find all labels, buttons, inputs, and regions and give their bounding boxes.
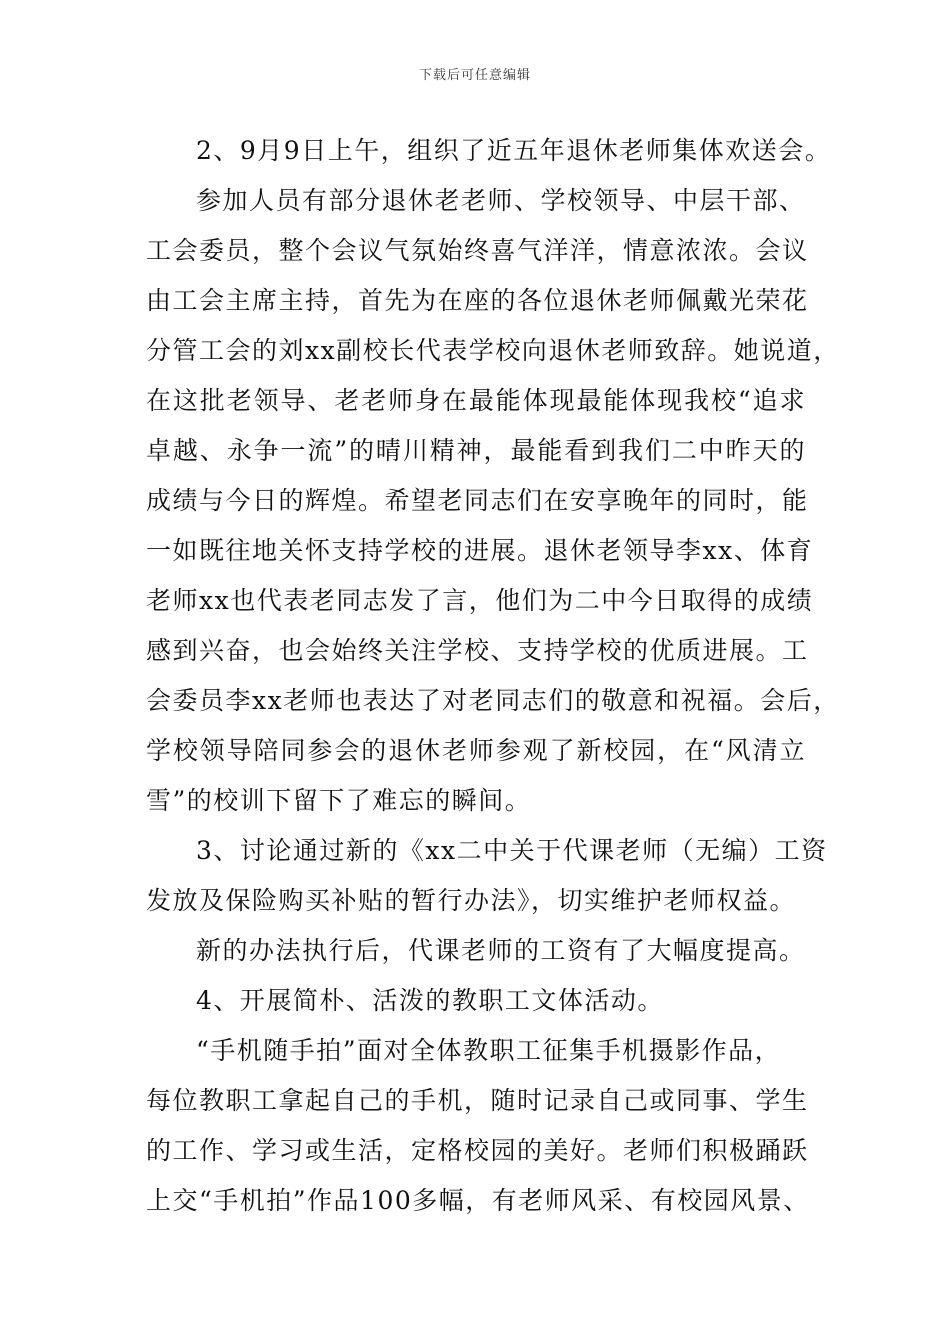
paragraph-line: 老师xx也代表老同志发了言，他们为二中今日取得的成绩 — [146, 586, 814, 615]
paragraph-line: 成绩与今日的辉煌。希望老同志们在安享晚年的同时，能 — [146, 486, 809, 515]
paragraph-line: 上交“手机拍”作品100多幅，有老师风采、有校园风景、 — [146, 1186, 810, 1215]
paragraph-line: 由工会主席主持，首先为在座的各位退休老师佩戴光荣花 — [146, 286, 809, 315]
paragraph-line: 4、开展简朴、活泼的教职工文体活动。 — [196, 986, 664, 1015]
paragraph-line: 会委员李xx老师也表达了对老同志们的敬意和祝福。会后， — [146, 686, 840, 715]
paragraph-line: 分管工会的刘xx副校长代表学校向退休老师致辞。她说道， — [146, 336, 840, 365]
paragraph-line: 发放及保险购买补贴的暂行办法》，切实维护老师权益。 — [146, 886, 797, 915]
paragraph-line: 卓越、永争一流”的晴川精神，最能看到我们二中昨天的 — [146, 436, 806, 465]
paragraph-line: 参加人员有部分退休老老师、学校领导、中层干部、 — [196, 186, 806, 215]
paragraph-line: 一如既往地关怀支持学校的进展。退休老领导李xx、体育 — [146, 536, 814, 565]
paragraph-line: 新的办法执行后，代课老师的工资有了大幅度提高。 — [196, 936, 806, 965]
paragraph-line: 学校领导陪同参会的退休老师参观了新校园，在“风清立 — [146, 736, 806, 765]
paragraph-line: 工会委员，整个会议气氛始终喜气洋洋，情意浓浓。会议 — [146, 236, 809, 265]
paragraph-line: 感到兴奋，也会始终关注学校、支持学校的优质进展。工 — [146, 636, 809, 665]
paragraph-line: “手机随手拍”面对全体教职工征集手机摄影作品， — [196, 1036, 782, 1065]
paragraph-line: 雪”的校训下留下了难忘的瞬间。 — [146, 786, 532, 815]
paragraph-line: 2、9月9日上午，组织了近五年退休老师集体欢送会。 — [196, 136, 832, 165]
paragraph-line: 3、讨论通过新的《xx二中关于代课老师（无编）工资 — [196, 836, 828, 865]
paragraph-line: 每位教职工拿起自己的手机，随时记录自己或同事、学生 — [146, 1086, 809, 1115]
editable-download-note: 下载后可任意编辑 — [418, 68, 531, 83]
paragraph-line: 的工作、学习或生活，定格校园的美好。老师们积极踊跃 — [146, 1136, 809, 1165]
paragraph-line: 在这批老领导、老老师身在最能体现最能体现我校“追求 — [146, 386, 806, 415]
